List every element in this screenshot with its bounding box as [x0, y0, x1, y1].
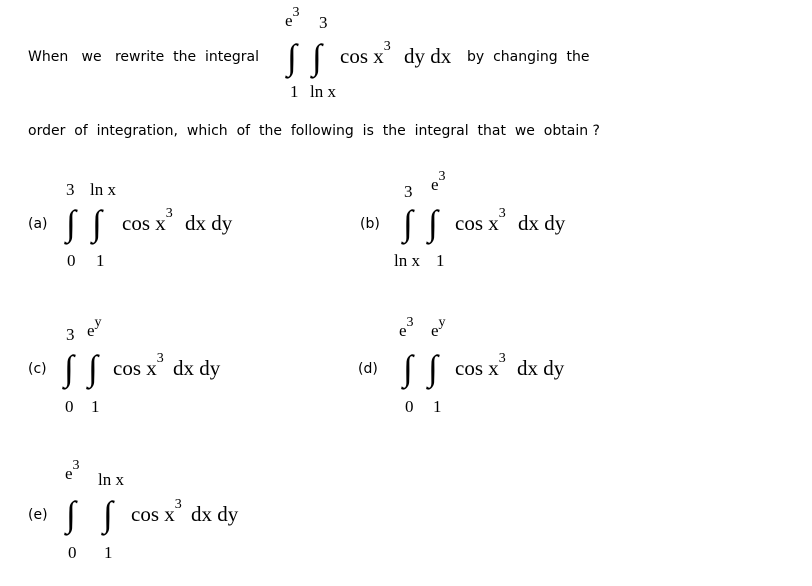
option-a-differential: dx dy: [185, 211, 233, 235]
option-c-differential: dx dy: [173, 356, 221, 380]
option-b-differential: dx dy: [518, 211, 566, 235]
option-d-outer-lower: 0: [405, 397, 414, 416]
option-e-outer-upper: $e^3$: [65, 458, 80, 483]
question-prefix: When we rewrite the integral: [28, 49, 259, 65]
option-d-outer-integral-sign: ∫: [403, 348, 413, 388]
option-a-inner-upper: ln x: [90, 180, 116, 199]
option-e-inner-integral-sign: ∫: [103, 494, 113, 534]
option-b-inner-lower: 1: [436, 251, 445, 270]
option-b-integrand: $\cos x^3$: [455, 206, 506, 235]
option-a-label[interactable]: (a): [28, 216, 48, 232]
question-line-2: order of integration, which of the following is the integral that we obtain ?: [28, 123, 600, 139]
option-e-outer-integral-sign: ∫: [66, 494, 76, 534]
option-a-outer-integral-sign: ∫: [66, 203, 76, 243]
option-d-differential: dx dy: [517, 356, 565, 380]
option-e-inner-upper: ln x: [98, 470, 124, 489]
question-inner-upper-limit: 3: [319, 13, 328, 32]
option-d-integrand: $\cos x^3$: [455, 351, 506, 380]
option-d-outer-upper: $e^3$: [399, 315, 414, 340]
question-differential: dy dx: [404, 44, 452, 68]
option-a-outer-lower: 0: [67, 251, 76, 270]
option-d-label[interactable]: (d): [358, 361, 378, 377]
option-a-inner-lower: 1: [96, 251, 105, 270]
option-c-outer-integral-sign: ∫: [64, 348, 74, 388]
option-b-label[interactable]: (b): [360, 216, 380, 232]
option-a-inner-integral-sign: ∫: [92, 203, 102, 243]
option-c-inner-upper: $e^y$: [87, 315, 102, 340]
option-c-label[interactable]: (c): [28, 361, 47, 377]
question-inner-lower-limit: ln x: [310, 82, 336, 101]
option-e-inner-lower: 1: [104, 543, 113, 562]
option-e-outer-lower: 0: [68, 543, 77, 562]
option-b-outer-lower: ln x: [394, 251, 420, 270]
option-c-integrand: $\cos x^3$: [113, 351, 164, 380]
option-b-inner-upper: $e^3$: [431, 169, 446, 194]
inner-integral-sign: ∫: [312, 37, 322, 77]
question-outer-lower-limit: 1: [290, 82, 299, 101]
option-a-outer-upper: 3: [66, 180, 75, 199]
option-d-inner-lower: 1: [433, 397, 442, 416]
option-d-inner-integral-sign: ∫: [428, 348, 438, 388]
option-a-integrand: $\cos x^3$: [122, 206, 173, 235]
option-c-outer-lower: 0: [65, 397, 74, 416]
option-b-outer-integral-sign: ∫: [403, 203, 413, 243]
question-suffix: by changing the: [467, 49, 590, 65]
option-e-differential: dx dy: [191, 502, 239, 526]
option-b-inner-integral-sign: ∫: [428, 203, 438, 243]
option-c-inner-lower: 1: [91, 397, 100, 416]
option-c-inner-integral-sign: ∫: [88, 348, 98, 388]
option-c-outer-upper: 3: [66, 325, 75, 344]
question-outer-upper-limit: $e^3$: [285, 5, 300, 30]
question-integrand: $\cos x^3$: [340, 39, 391, 68]
outer-integral-sign: ∫: [287, 37, 297, 77]
option-b-outer-upper: 3: [404, 182, 413, 201]
option-e-integrand: $\cos x^3$: [131, 497, 182, 526]
option-e-label[interactable]: (e): [28, 507, 48, 523]
option-d-inner-upper: $e^y$: [431, 315, 446, 340]
